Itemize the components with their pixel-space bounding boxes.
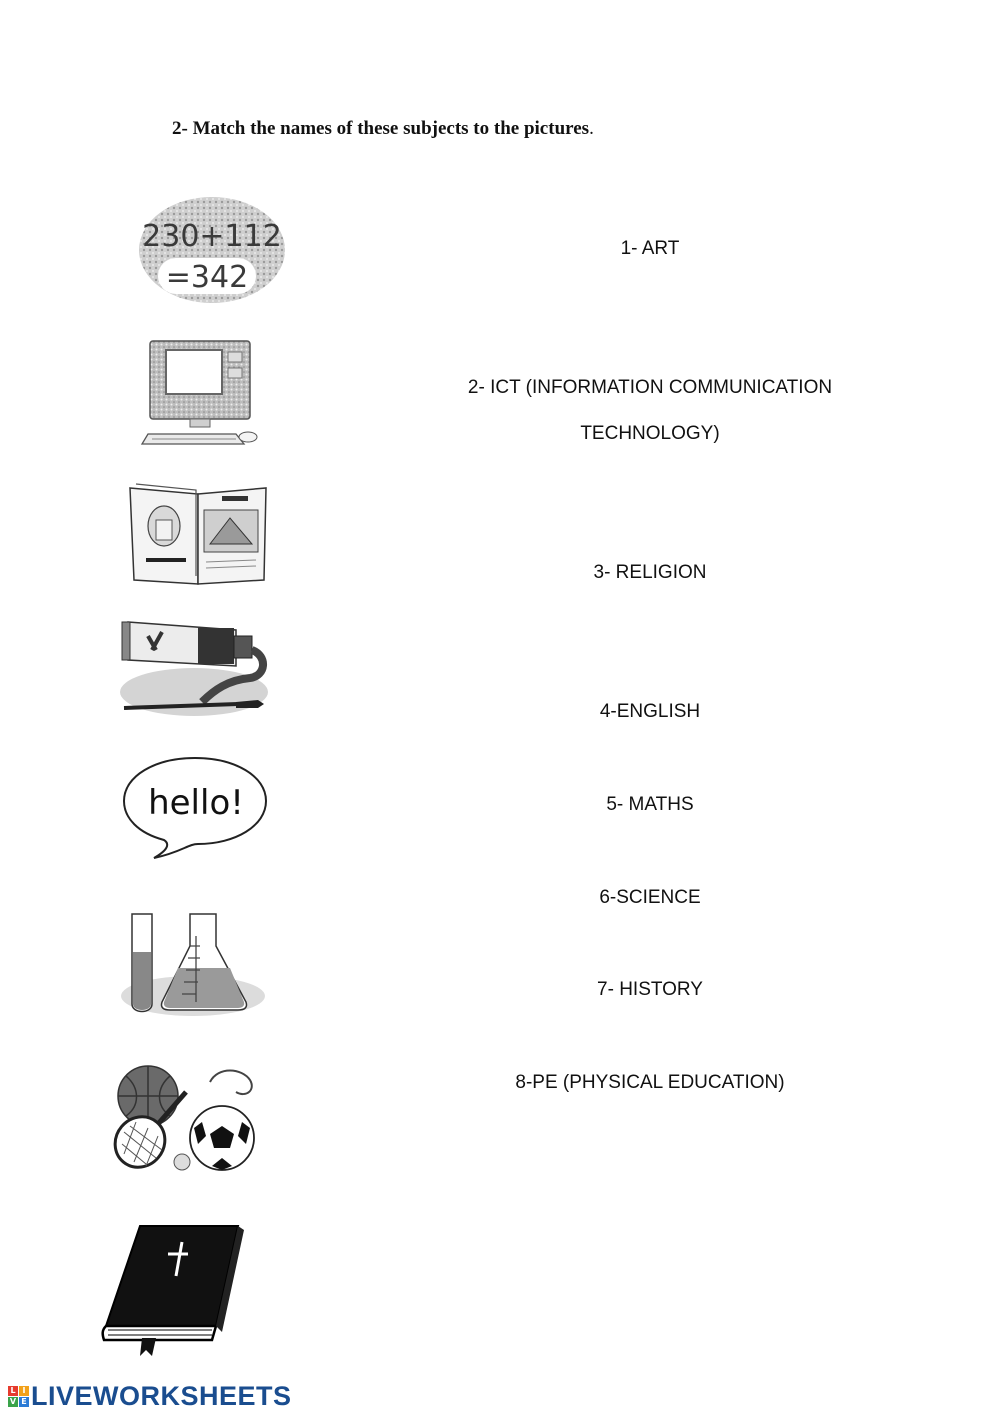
history-book-icon: [126, 480, 270, 590]
subject-religion: 3- RELIGION: [593, 562, 707, 583]
liveworksheets-logo: [8, 1381, 292, 1411]
maths-sum-icon: [136, 194, 288, 306]
subject-ict-line-1: 2- ICT (INFORMATION COMMUNICATION: [467, 377, 833, 398]
subject-science: 6-SCIENCE: [599, 887, 701, 908]
sum-line-1: 230+112: [142, 219, 282, 254]
subject-english: 4-ENGLISH: [599, 701, 701, 722]
hello-text: hello!: [148, 783, 244, 823]
subject-maths: 5- MATHS: [606, 794, 694, 815]
instruction-text: 2- Match the names of these subjects to the pictures: [172, 118, 590, 139]
subject-pe: 8-PE (PHYSICAL EDUCATION): [515, 1072, 785, 1093]
logo-tile-e: E: [19, 1397, 29, 1407]
logo-tile-l: L: [8, 1386, 18, 1396]
subject-history: 7- HISTORY: [597, 979, 703, 1000]
test-tube-flask-icon: [118, 906, 268, 1022]
logo-tile-grid: [8, 1386, 29, 1407]
subject-art: 1- ART: [620, 238, 680, 259]
bible-icon: [100, 1222, 244, 1362]
sum-line-2: =342: [165, 260, 249, 295]
brand-name: LIVEWORKSHEETS: [31, 1380, 292, 1411]
sports-balls-icon: [110, 1062, 260, 1176]
instruction-heading: [172, 118, 594, 140]
computer-icon: [140, 338, 262, 450]
speech-bubble-icon: [120, 754, 270, 864]
logo-tile-i: I: [19, 1386, 29, 1396]
instruction-period: .: [589, 118, 594, 139]
paint-tube-brush-icon: [118, 616, 274, 724]
logo-tile-v: V: [9, 1396, 17, 1406]
subject-ict-line-2: TECHNOLOGY): [580, 423, 720, 444]
